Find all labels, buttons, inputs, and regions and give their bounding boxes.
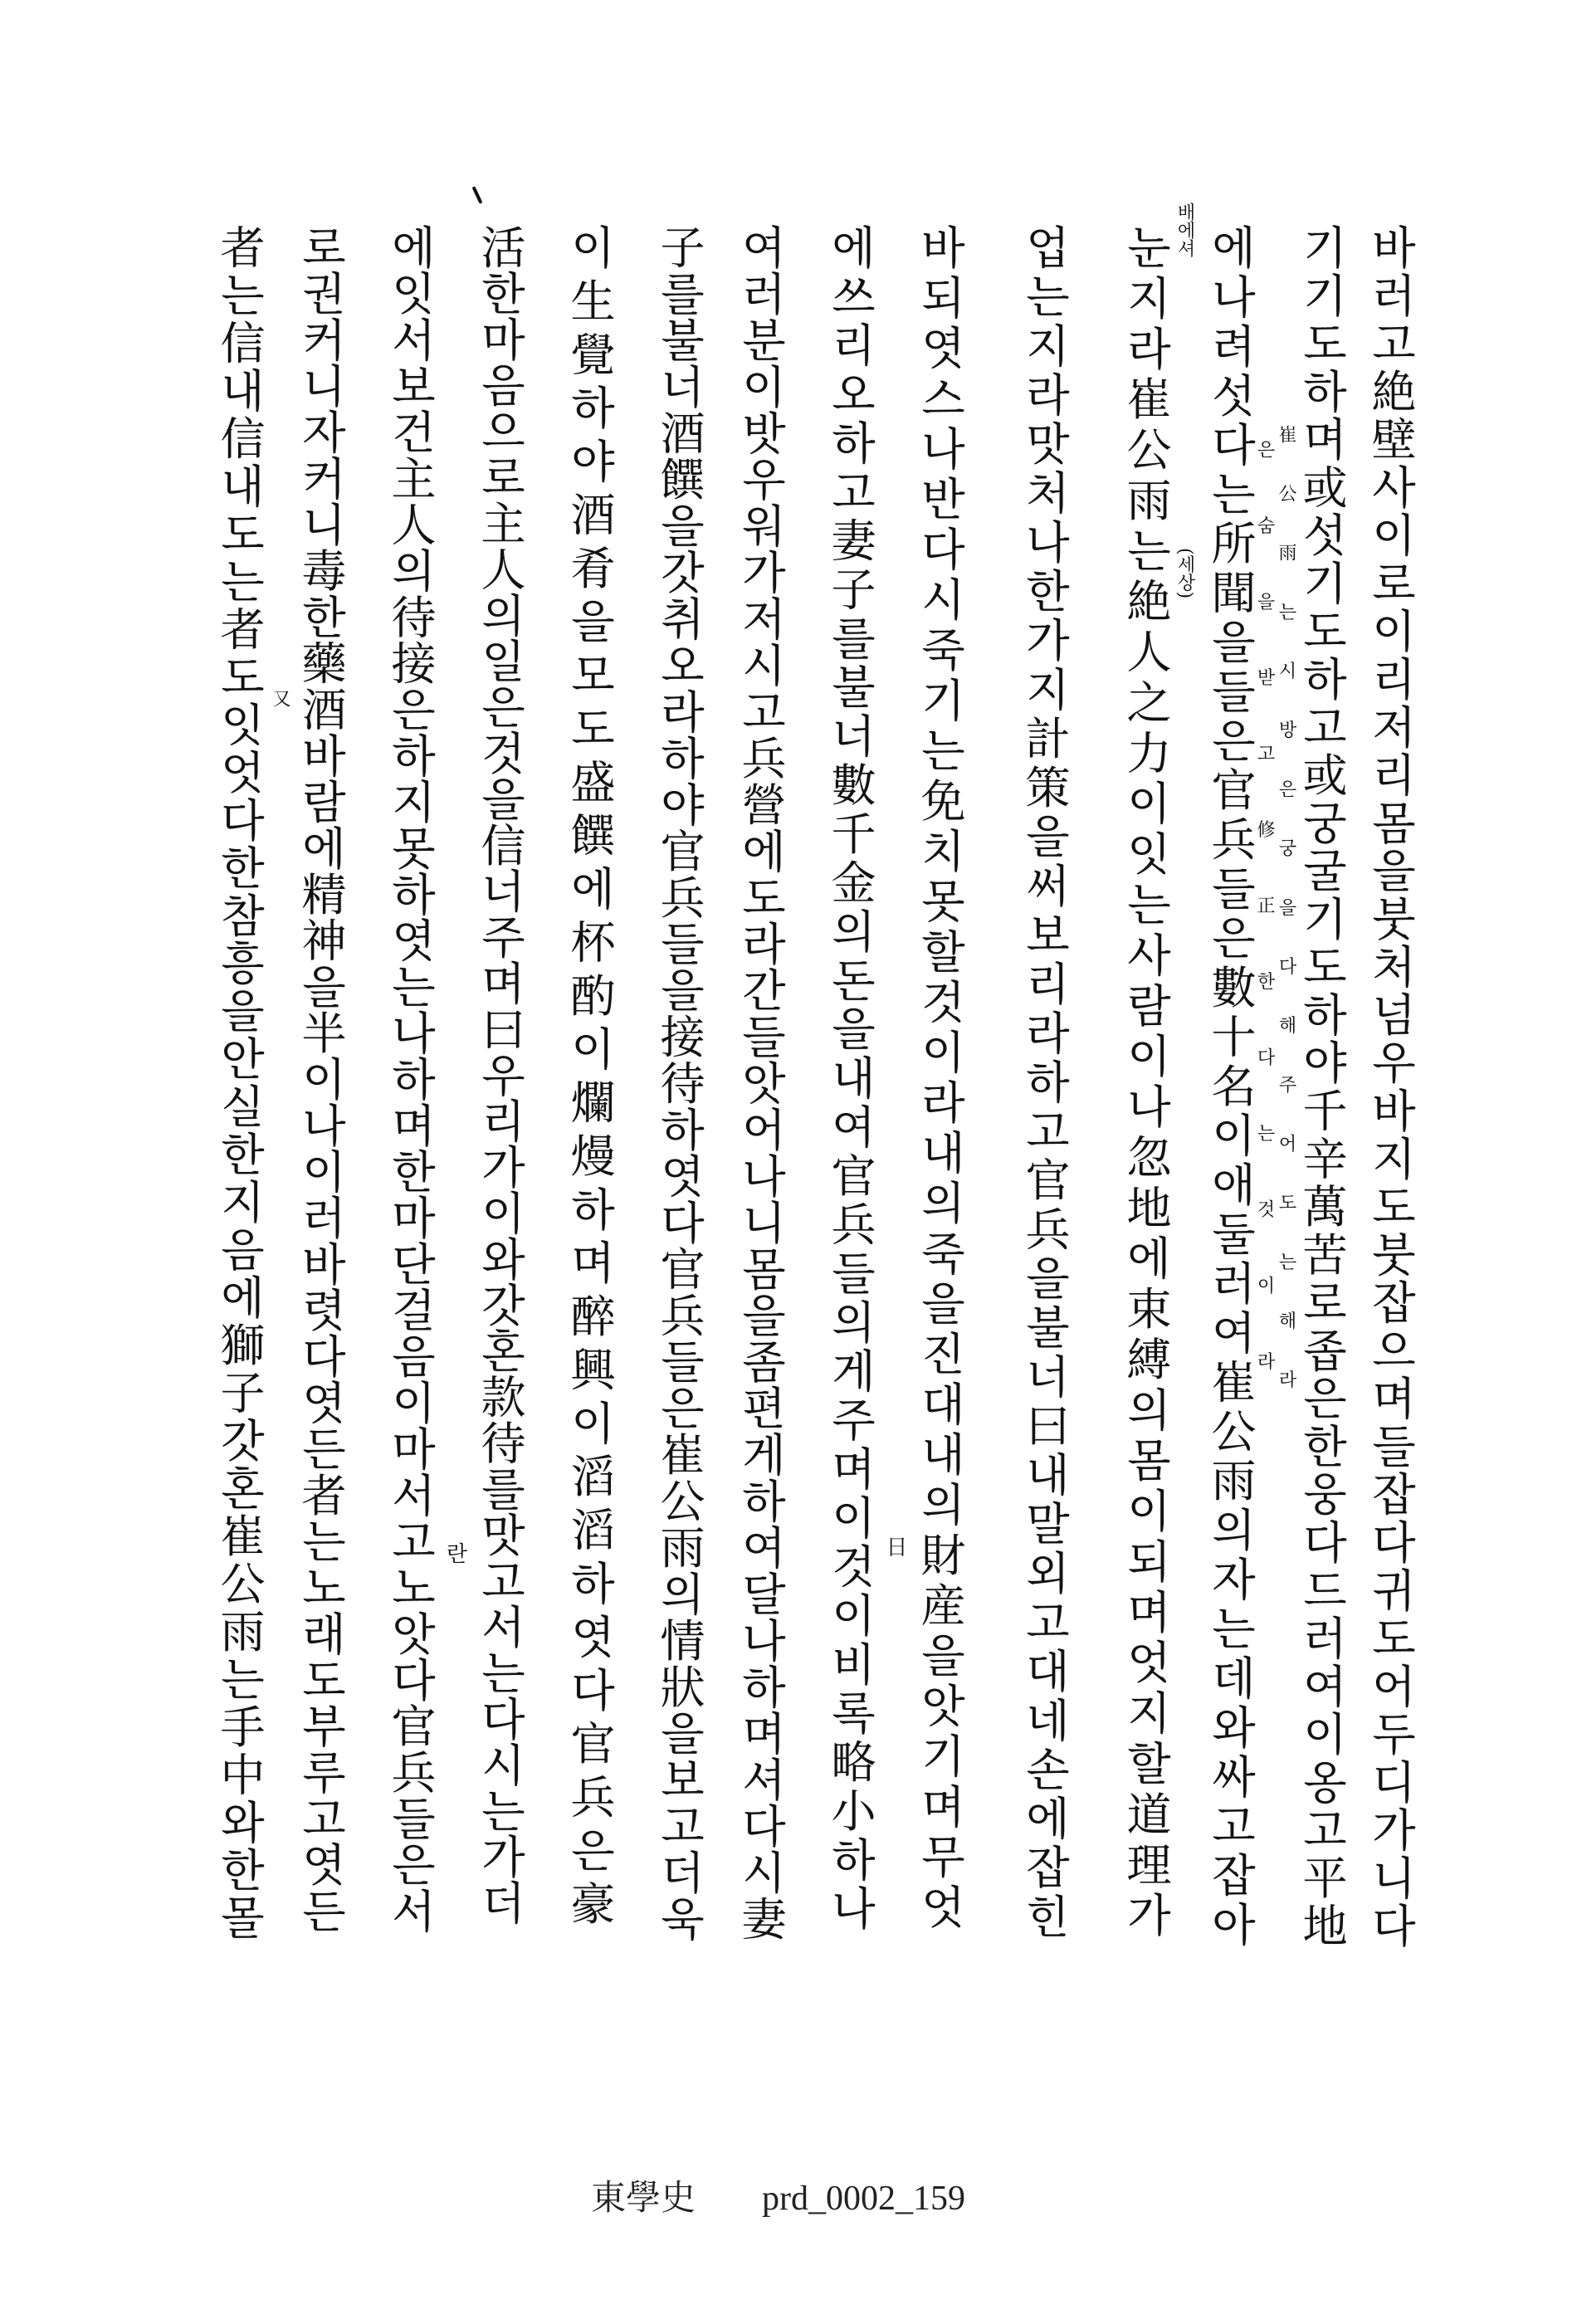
manuscript-column-9: 子를불너酒饌을갓취오라하야官兵들을接待하엿다官兵들은崔公雨의情狀을보고더욱 — [653, 224, 706, 1942]
page-identifier: prd_0002_159 — [762, 2180, 965, 2218]
margin-note-parenthetical: (세상) — [1174, 548, 1195, 599]
manuscript-column-13: 로권커니자커니毒한藥酒바람에精神을半이나이러바렷다엿든者는노래도부루고엿든 — [295, 224, 347, 1934]
manuscript-column-4: 눈지라崔公雨는絶人之力이잇는사람이나忽地에束縛의몸이되며엇지할道理가 — [1120, 224, 1172, 1942]
margin-note-ran: 란 — [442, 1542, 467, 1564]
margin-note-il: 日 — [882, 1536, 907, 1557]
tick-mark — [472, 186, 483, 204]
interlinear-note-right: 崔公雨는시방은궁을다해주어도는해라 — [1276, 425, 1296, 1429]
manuscript-column-6: 바되엿스나반다시죽기는免치못할것이라내의죽을진대내의財産을앗기며무엇 — [914, 224, 966, 1934]
manuscript-column-3: 에나려섯다는所聞을들은官兵들은數十名이애둘러여崔公雨의자는데와싸고잡아 — [1204, 224, 1257, 1950]
margin-note-top: 배에셔 — [1174, 203, 1195, 257]
book-title: 東學史 — [591, 2180, 696, 2218]
manuscript-column-5: 업는지라맛처나한가지計策을써보리라하고官兵을불너曰내말외고대네손에잡힌 — [1018, 224, 1071, 1942]
manuscript-column-11: 活한마음으로主人의일은것을信너주며曰우리가이와갓혼款待를맛고서는다시는가더 — [474, 224, 526, 1926]
interlinear-note-left: 은숨을받고修正한다는것이라 — [1254, 440, 1275, 1428]
margin-note-u: 又 — [270, 689, 290, 707]
manuscript-column-7: 에쓰리오하고妻子를불너數千金의돈을내여官兵들의게주며이것이비록略小하나 — [824, 224, 876, 1934]
manuscript-column-2: 기기도하며或섯기도하고或궁굴기도하야千辛萬苦로좁은한웅다드러여이옹고平地 — [1296, 224, 1348, 1950]
manuscript-column-12: 에잇서보건主人의待接은하지못하엿는나하며한마단걸음이마서고노앗다官兵들은서 — [384, 224, 437, 1934]
manuscript-column-14: 者는信내信내도는者도잇엇다한참흥을안실한지음에獅子갓혼崔公雨는手中와한몰 — [213, 224, 266, 1942]
manuscript-column-1: 바러고絶壁사이로이리저리몸을붓처넘우바지도붓잡으며들잡다귀도어두디가니다 — [1365, 224, 1417, 1950]
manuscript-column-10: 이生覺하야酒肴을모도盛饌에杯酌이爛熳하며醉興이滔滔하엿다官兵은豪 — [564, 224, 616, 1934]
manuscript-column-8: 여러분이밧우워가저시고兵營에도라간들앗어나니몸을좀편게하여달나하며셔다시妻 — [735, 224, 787, 1942]
